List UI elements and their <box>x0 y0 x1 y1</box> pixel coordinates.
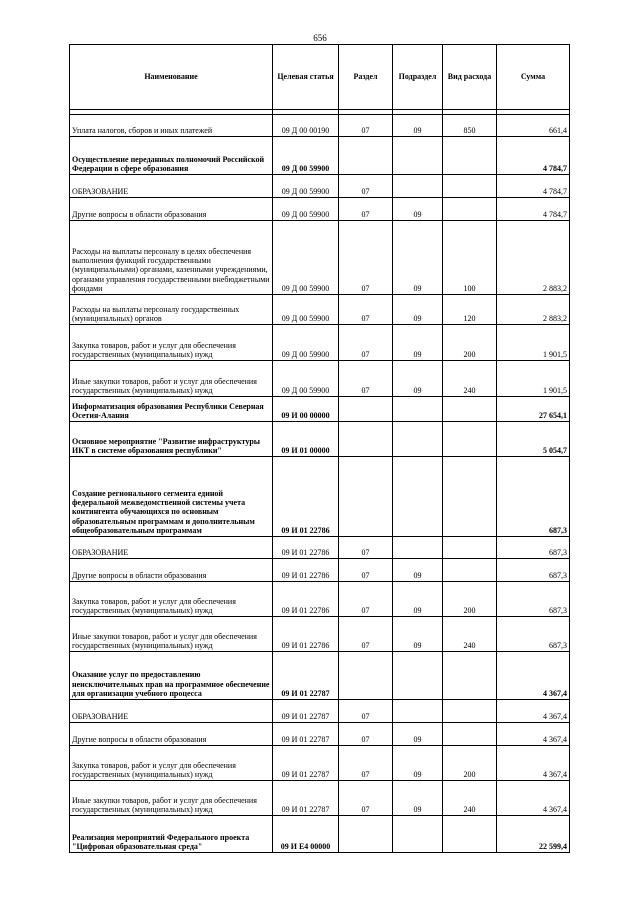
cell-sum: 4 784,7 <box>497 137 570 175</box>
cell-section <box>339 397 393 422</box>
cell-expense-type <box>443 175 497 198</box>
cell-sum: 687,3 <box>497 559 570 582</box>
cell-subsection <box>393 457 443 537</box>
table-row <box>70 781 570 816</box>
cell-expense-type: 120 <box>443 295 497 325</box>
table-row <box>70 295 570 325</box>
cell-section: 07 <box>339 221 393 295</box>
cell-subsection: 09 <box>393 559 443 582</box>
cell-sum: 687,3 <box>497 537 570 559</box>
table-row <box>70 816 570 853</box>
cell-sum: 4 367,4 <box>497 700 570 723</box>
cell-section <box>339 816 393 853</box>
cell-target: 09 И 01 22787 <box>273 652 339 700</box>
cell-sum: 4 367,4 <box>497 652 570 700</box>
cell-sum: 4 367,4 <box>497 746 570 781</box>
cell-expense-type: 240 <box>443 617 497 652</box>
cell-sum: 5 054,7 <box>497 422 570 457</box>
header-section: Раздел <box>339 45 393 110</box>
table-body <box>70 115 570 853</box>
header-target: Целевая статья <box>273 45 339 110</box>
cell-expense-type <box>443 397 497 422</box>
cell-section: 07 <box>339 700 393 723</box>
cell-section: 07 <box>339 198 393 221</box>
cell-target: 09 И 01 22787 <box>273 781 339 816</box>
cell-sum: 4 784,7 <box>497 198 570 221</box>
cell-expense-type <box>443 198 497 221</box>
cell-target: 09 Д 00 59900 <box>273 295 339 325</box>
cell-target: 09 И 01 22786 <box>273 582 339 617</box>
cell-subsection: 09 <box>393 115 443 137</box>
cell-target: 09 Д 00 59900 <box>273 325 339 361</box>
cell-section <box>339 422 393 457</box>
header-expense-type: Вид расхода <box>443 45 497 110</box>
cell-subsection: 09 <box>393 617 443 652</box>
cell-section: 07 <box>339 361 393 397</box>
table-row <box>70 537 570 559</box>
table-row <box>70 457 570 537</box>
cell-sum: 1 901,5 <box>497 325 570 361</box>
cell-subsection: 09 <box>393 198 443 221</box>
cell-expense-type <box>443 816 497 853</box>
cell-subsection <box>393 816 443 853</box>
cell-expense-type <box>443 652 497 700</box>
cell-name: Другие вопросы в области образования <box>70 198 273 221</box>
cell-subsection: 09 <box>393 582 443 617</box>
cell-name: ОБРАЗОВАНИЕ <box>70 700 273 723</box>
cell-sum: 27 654,1 <box>497 397 570 422</box>
cell-sum: 4 367,4 <box>497 723 570 746</box>
table-row <box>70 175 570 198</box>
cell-subsection <box>393 422 443 457</box>
cell-name: Другие вопросы в области образования <box>70 723 273 746</box>
cell-name: Реализация мероприятий Федерального проекта "Цифровая образовательная среда" <box>70 816 273 853</box>
cell-expense-type: 850 <box>443 115 497 137</box>
table-row <box>70 397 570 422</box>
table-row <box>70 115 570 137</box>
cell-subsection <box>393 137 443 175</box>
cell-subsection: 09 <box>393 723 443 746</box>
cell-target: 09 И 01 22787 <box>273 746 339 781</box>
cell-expense-type: 200 <box>443 582 497 617</box>
cell-target: 09 И 01 22786 <box>273 537 339 559</box>
table-row <box>70 652 570 700</box>
cell-name: Создание регионального сегмента единой федеральной межведомственной системы учета контингента обучающихся по основным образовательным программам и дополнительным общеобразовательным программам <box>70 457 273 537</box>
cell-expense-type <box>443 422 497 457</box>
cell-subsection <box>393 700 443 723</box>
cell-section <box>339 652 393 700</box>
cell-name: Расходы на выплаты персоналу в целях обеспечения выполнения функций государственными (муниципальными) органами, казенными учреждениями, органами управления государственными внебюджетными фондами <box>70 221 273 295</box>
cell-sum: 661,4 <box>497 115 570 137</box>
cell-section: 07 <box>339 295 393 325</box>
header-name: Наименование <box>70 45 273 110</box>
header-sum: Сумма <box>497 45 570 110</box>
cell-subsection <box>393 537 443 559</box>
cell-section <box>339 457 393 537</box>
cell-section: 07 <box>339 617 393 652</box>
cell-subsection <box>393 652 443 700</box>
cell-sum: 1 901,5 <box>497 361 570 397</box>
cell-expense-type: 100 <box>443 221 497 295</box>
cell-name: Другие вопросы в области образования <box>70 559 273 582</box>
cell-sum: 2 883,2 <box>497 295 570 325</box>
table-row <box>70 422 570 457</box>
cell-section <box>339 137 393 175</box>
cell-target: 09 И 00 00000 <box>273 397 339 422</box>
cell-subsection: 09 <box>393 221 443 295</box>
cell-expense-type: 200 <box>443 746 497 781</box>
cell-expense-type <box>443 723 497 746</box>
cell-section: 07 <box>339 325 393 361</box>
cell-target: 09 И 01 22786 <box>273 457 339 537</box>
table-row <box>70 700 570 723</box>
table-row <box>70 559 570 582</box>
cell-expense-type <box>443 559 497 582</box>
cell-expense-type <box>443 700 497 723</box>
cell-name: Закупка товаров, работ и услуг для обеспечения государственных (муниципальных) нужд <box>70 325 273 361</box>
cell-name: Основное мероприятие "Развитие инфраструктуры ИКТ в системе образования республики" <box>70 422 273 457</box>
cell-target: 09 И 01 22787 <box>273 700 339 723</box>
cell-name: Осуществление переданных полномочий Российской Федерации в сфере образования <box>70 137 273 175</box>
cell-name: Оказание услуг по предоставлению неисключительных прав на программное обеспечение для организации учебного процесса <box>70 652 273 700</box>
cell-target: 09 Д 00 59900 <box>273 137 339 175</box>
table-row <box>70 221 570 295</box>
cell-sum: 687,3 <box>497 582 570 617</box>
cell-sum: 687,3 <box>497 457 570 537</box>
budget-table <box>69 44 570 853</box>
cell-sum: 687,3 <box>497 617 570 652</box>
cell-name: Расходы на выплаты персоналу государственных (муниципальных) органов <box>70 295 273 325</box>
cell-name: Информатизация образования Республики Северная Осетия-Алания <box>70 397 273 422</box>
table-header-row <box>70 45 570 110</box>
table-row <box>70 325 570 361</box>
cell-sum: 2 883,2 <box>497 221 570 295</box>
cell-section: 07 <box>339 781 393 816</box>
cell-subsection: 09 <box>393 325 443 361</box>
cell-expense-type: 240 <box>443 361 497 397</box>
cell-section: 07 <box>339 537 393 559</box>
cell-subsection: 09 <box>393 361 443 397</box>
cell-sum: 4 367,4 <box>497 781 570 816</box>
cell-name: ОБРАЗОВАНИЕ <box>70 175 273 198</box>
cell-target: 09 Д 00 59900 <box>273 175 339 198</box>
cell-target: 09 И 01 22787 <box>273 723 339 746</box>
cell-expense-type <box>443 537 497 559</box>
cell-target: 09 И 01 22786 <box>273 559 339 582</box>
cell-target: 09 Д 00 59900 <box>273 361 339 397</box>
cell-expense-type: 240 <box>443 781 497 816</box>
cell-section: 07 <box>339 746 393 781</box>
cell-target: 09 Д 00 00190 <box>273 115 339 137</box>
table-row <box>70 137 570 175</box>
cell-expense-type <box>443 137 497 175</box>
cell-name: Иные закупки товаров, работ и услуг для обеспечения государственных (муниципальных) нужд <box>70 361 273 397</box>
cell-expense-type <box>443 457 497 537</box>
cell-subsection <box>393 397 443 422</box>
cell-section: 07 <box>339 115 393 137</box>
table-row <box>70 361 570 397</box>
cell-section: 07 <box>339 723 393 746</box>
header-subsection: Подраздел <box>393 45 443 110</box>
table-row <box>70 723 570 746</box>
cell-name: Иные закупки товаров, работ и услуг для обеспечения государственных (муниципальных) нужд <box>70 781 273 816</box>
cell-target: 09 И 01 22786 <box>273 617 339 652</box>
cell-expense-type: 200 <box>443 325 497 361</box>
page-number: 656 <box>313 33 327 43</box>
cell-subsection: 09 <box>393 295 443 325</box>
cell-name: Закупка товаров, работ и услуг для обеспечения государственных (муниципальных) нужд <box>70 582 273 617</box>
cell-subsection: 09 <box>393 781 443 816</box>
table-row <box>70 198 570 221</box>
cell-section: 07 <box>339 582 393 617</box>
cell-sum: 22 599,4 <box>497 816 570 853</box>
cell-name: Иные закупки товаров, работ и услуг для обеспечения государственных (муниципальных) нужд <box>70 617 273 652</box>
table-row <box>70 582 570 617</box>
cell-name: ОБРАЗОВАНИЕ <box>70 537 273 559</box>
cell-sum: 4 784,7 <box>497 175 570 198</box>
cell-target: 09 И Е4 00000 <box>273 816 339 853</box>
table-row <box>70 746 570 781</box>
cell-subsection: 09 <box>393 746 443 781</box>
cell-section: 07 <box>339 559 393 582</box>
cell-section: 07 <box>339 175 393 198</box>
cell-target: 09 Д 00 59900 <box>273 221 339 295</box>
cell-name: Закупка товаров, работ и услуг для обеспечения государственных (муниципальных) нужд <box>70 746 273 781</box>
table-row <box>70 617 570 652</box>
cell-subsection <box>393 175 443 198</box>
cell-target: 09 И 01 00000 <box>273 422 339 457</box>
cell-name: Уплата налогов, сборов и иных платежей <box>70 115 273 137</box>
cell-target: 09 Д 00 59900 <box>273 198 339 221</box>
